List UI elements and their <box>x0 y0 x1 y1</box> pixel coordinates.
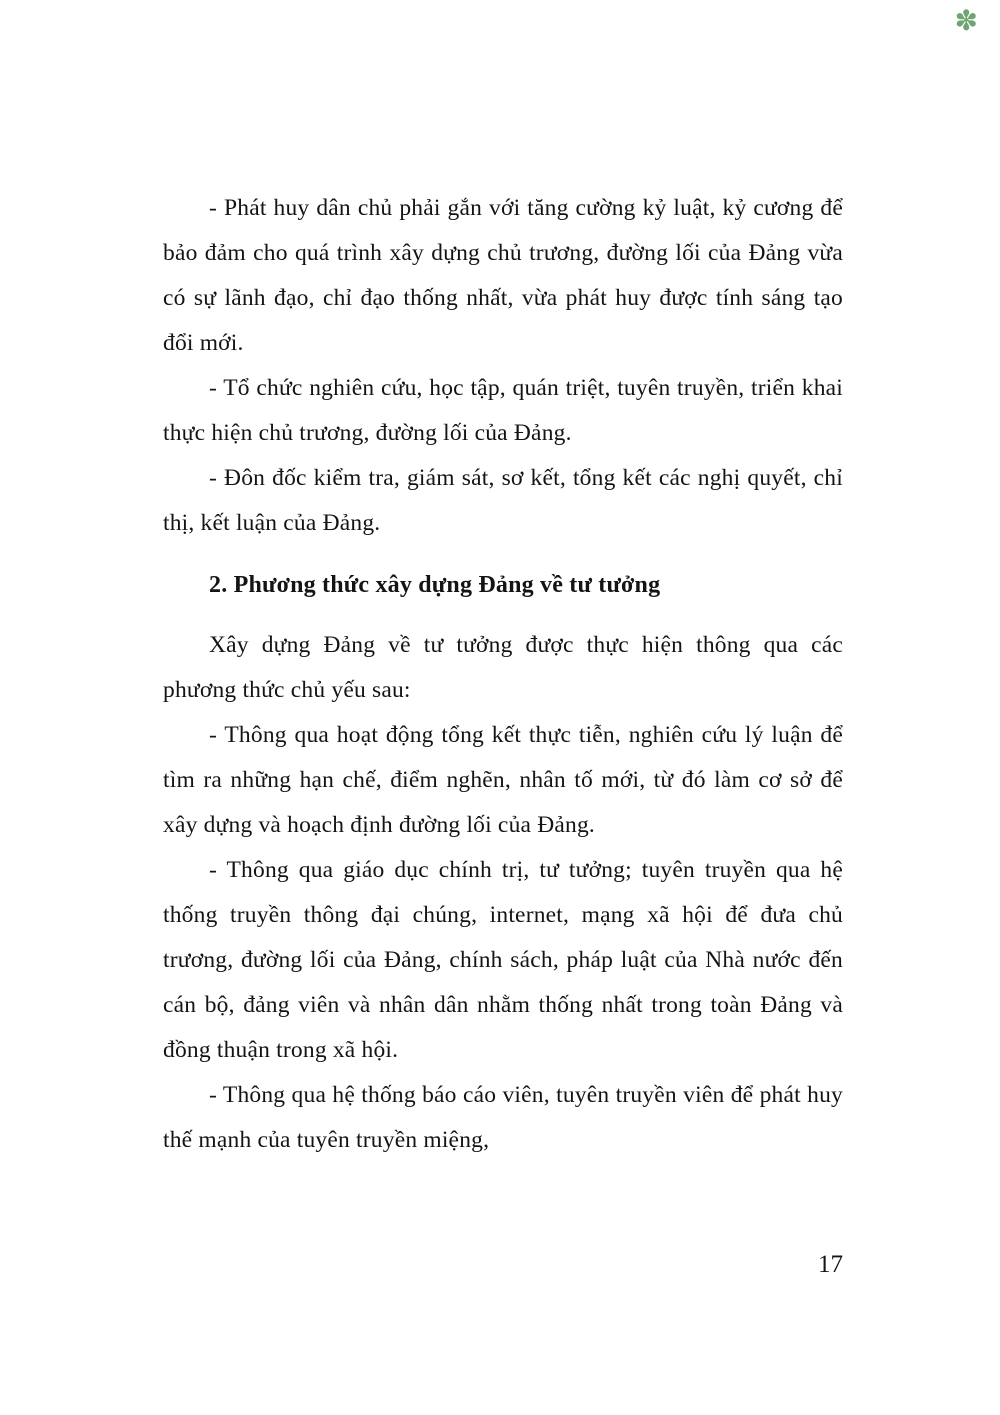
section-heading: 2. Phương thức xây dựng Đảng về tư tưởng <box>209 572 661 598</box>
paragraph: - Phát huy dân chủ phải gắn với tăng cường kỷ luật, kỷ cương để bảo đảm cho quá trình xây dựng chủ trương, đường lối của Đảng vừa có sự lãnh đạo, chỉ đạo thống nhất, vừa phát huy được tính sáng tạo đổi mới. <box>163 195 843 356</box>
flower-ornament-icon: ✽ <box>954 6 978 37</box>
paragraph: - Đôn đốc kiểm tra, giám sát, sơ kết, tổng kết các nghị quyết, chỉ thị, kết luận của Đảng. <box>163 465 843 536</box>
paragraph: - Thông qua giáo dục chính trị, tư tưởng; tuyên truyền qua hệ thống truyền thông đại chúng, internet, mạng xã hội để đưa chủ trương, đường lối của Đảng, chính sách, pháp luật của Nhà nước đến cán bộ, đảng viên và nhân dân nhằm thống nhất trong toàn Đảng và đồng thuận trong xã hội. <box>163 857 843 1063</box>
paragraph: - Tổ chức nghiên cứu, học tập, quán triệt, tuyên truyền, triển khai thực hiện chủ trương, đường lối của Đảng. <box>163 375 843 446</box>
page-text-block <box>163 186 843 1163</box>
paragraph: Xây dựng Đảng về tư tưởng được thực hiện thông qua các phương thức chủ yếu sau: <box>163 632 843 703</box>
paragraph: - Thông qua hoạt động tổng kết thực tiễn, nghiên cứu lý luận để tìm ra những hạn chế, điểm nghẽn, nhân tố mới, từ đó làm cơ sở để xây dựng và hoạch định đường lối của Đảng. <box>163 722 843 838</box>
paragraph: - Thông qua hệ thống báo cáo viên, tuyên truyền viên để phát huy thế mạnh của tuyên truyền miệng, <box>163 1082 843 1153</box>
page-number: 17 <box>818 1251 843 1278</box>
